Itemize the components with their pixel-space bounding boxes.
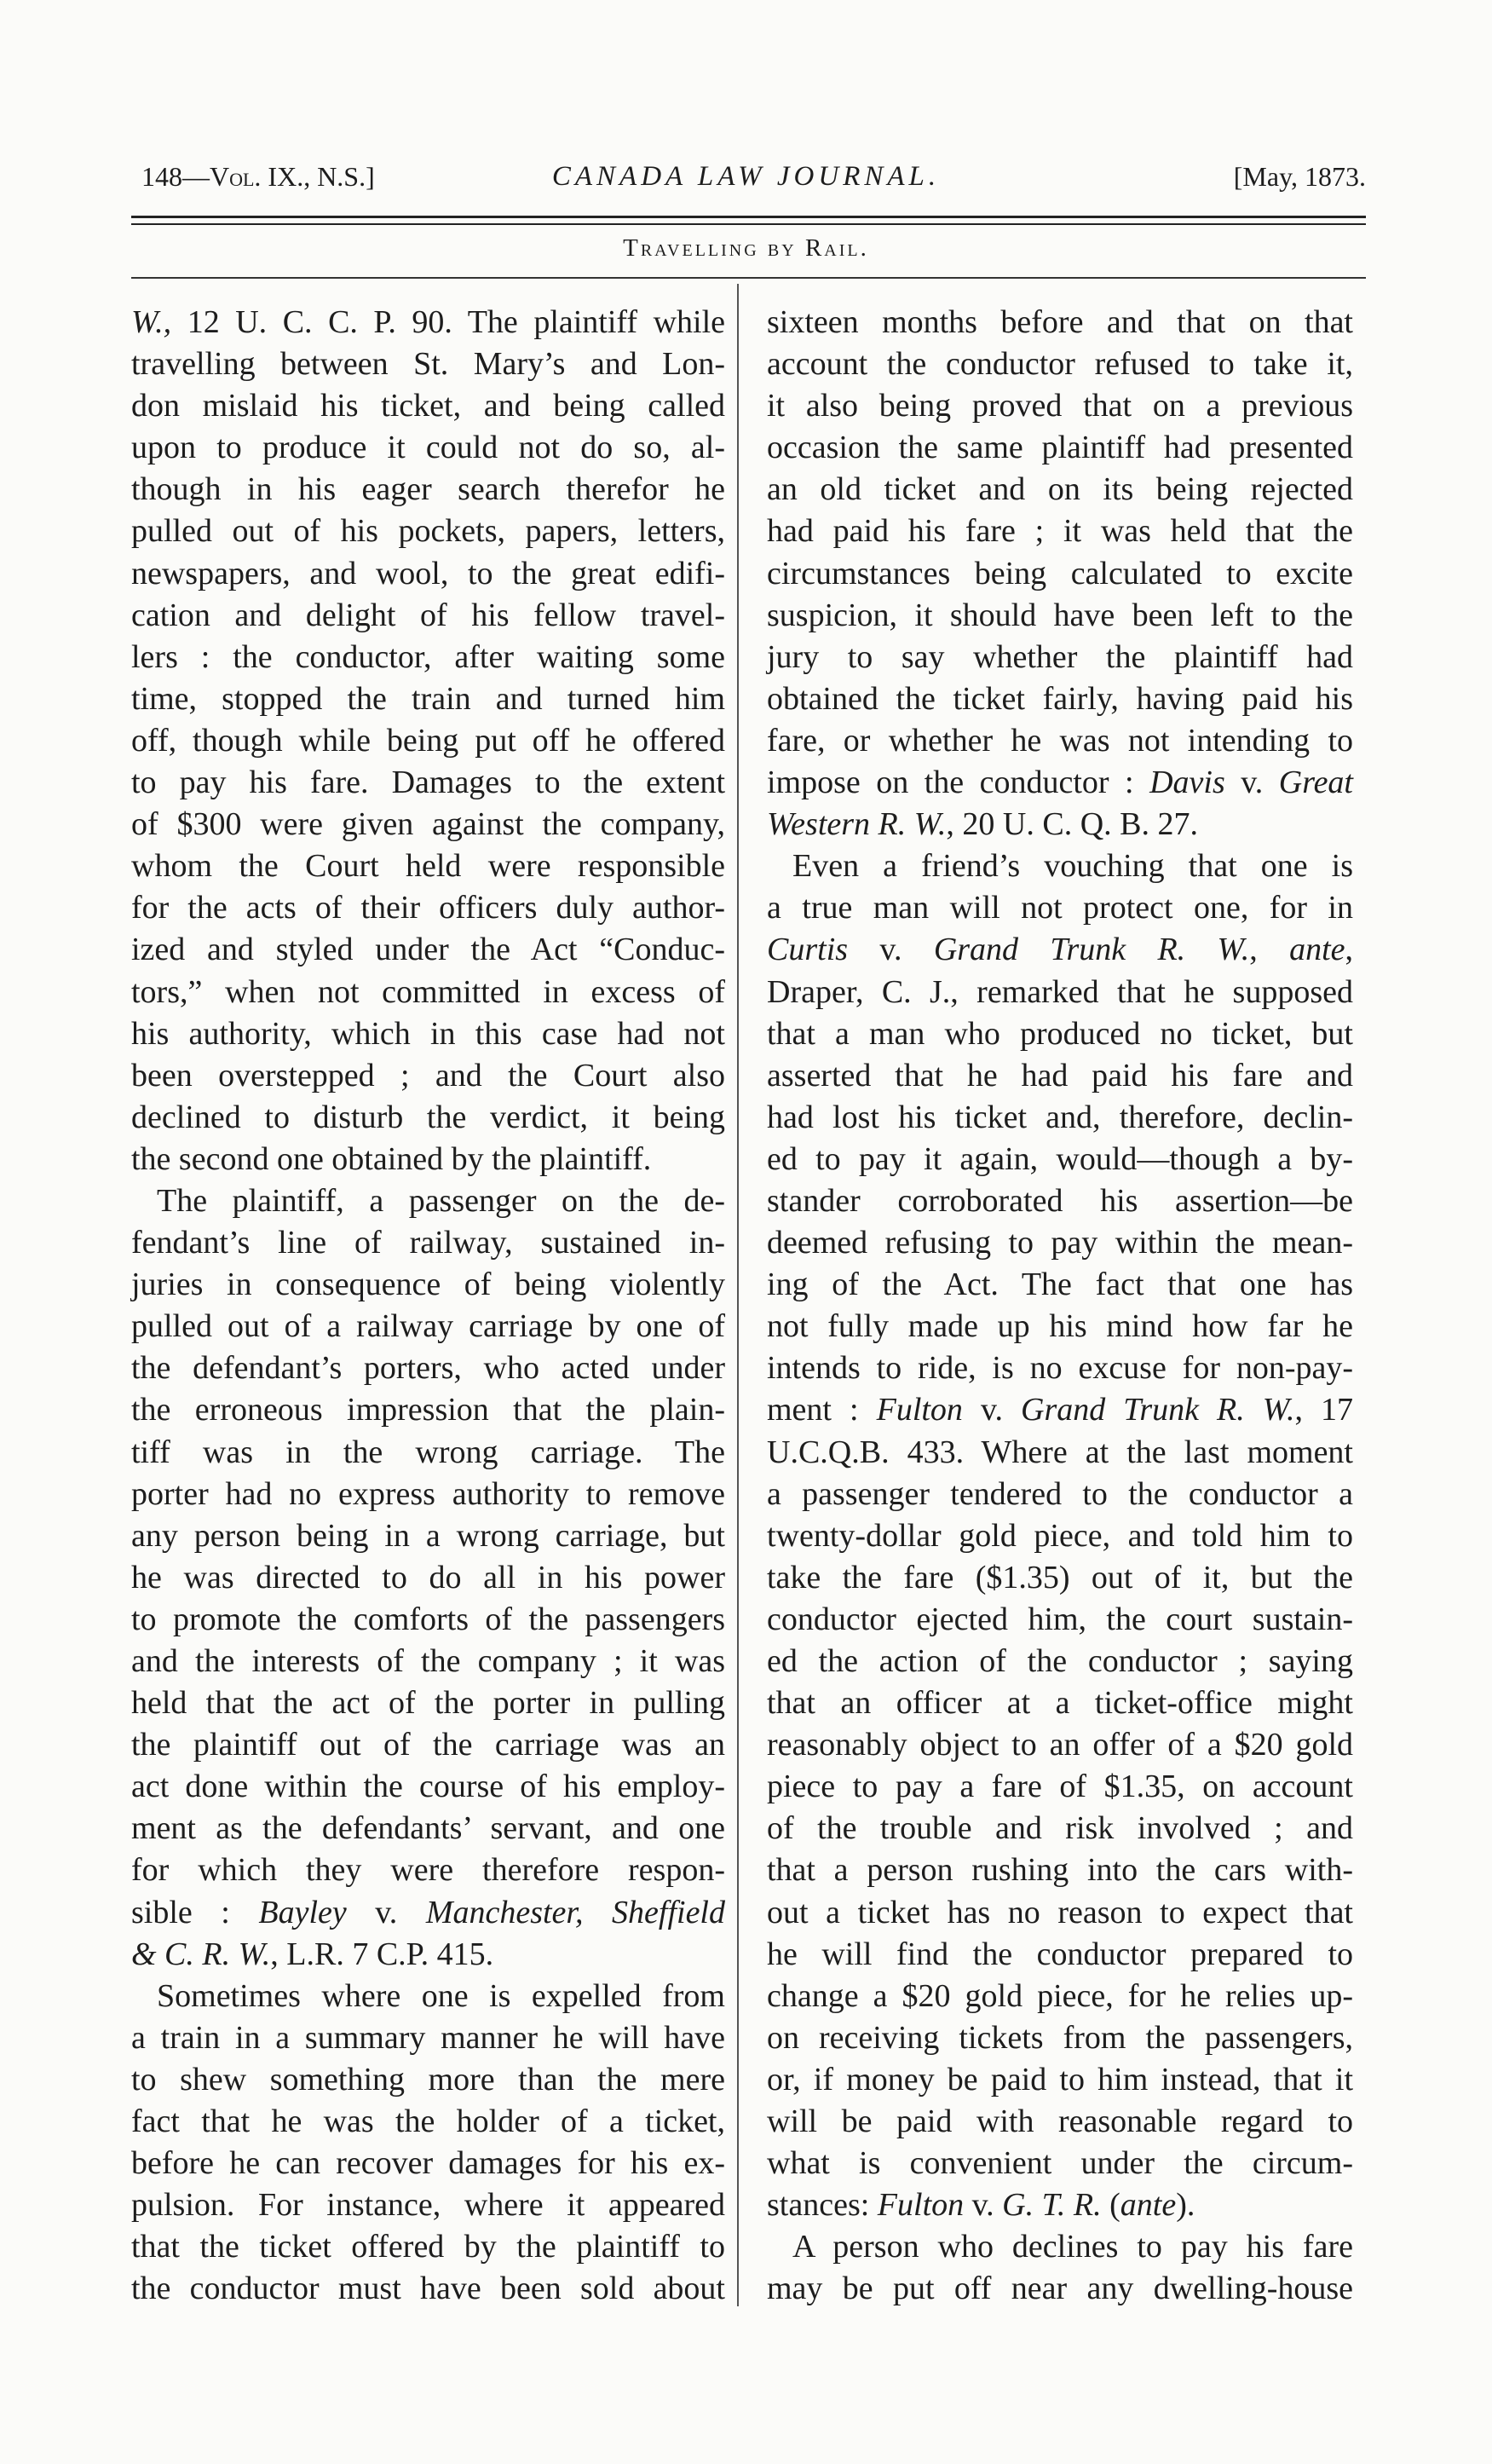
text-line: act done within the course of his employ- <box>131 1769 725 1805</box>
text-line: suspicion, it should have been left to the <box>767 597 1353 633</box>
text-line: porter had no express authority to remove <box>131 1475 725 1512</box>
text-run: ment : <box>767 1392 877 1428</box>
italic-citation: W., <box>131 304 172 340</box>
text-line: obtained the ticket fairly, having paid his <box>767 680 1353 717</box>
italic-citation: Grand Trunk R. W. <box>1021 1392 1295 1428</box>
text-line: pulled out of a railway carriage by one of <box>131 1308 725 1345</box>
text-line: juries in consequence of being violently <box>131 1267 725 1303</box>
text-run: sible : <box>131 1894 259 1930</box>
text-run: v. <box>962 1392 1022 1428</box>
italic-citation: ante <box>1289 932 1345 968</box>
text-line: ing of the Act. The fact that one has <box>767 1267 1353 1303</box>
text-line: sixteen months before and that on that <box>767 304 1353 340</box>
text-line <box>767 929 1353 971</box>
text-line: not fully made up his mind how far he <box>767 1308 1353 1345</box>
text-line: account the conductor refused to take it, <box>767 346 1353 383</box>
journal-title: CANADA LAW JOURNAL. <box>551 161 941 192</box>
text-line: ment as the defendants’ servant, and one <box>131 1810 725 1847</box>
text-line: the second one obtained by the plaintiff. <box>131 1140 652 1177</box>
text-line: that a man who produced no ticket, but <box>767 1015 1353 1052</box>
text-line: U.C.Q.B. 433. Where at the last moment <box>767 1434 1353 1470</box>
text-line: conductor ejected him, the court sustain- <box>767 1601 1353 1637</box>
text-line <box>767 762 1353 804</box>
italic-citation: G. T. R. <box>1002 2187 1102 2224</box>
text-line: stander corroborated his assertion—be <box>767 1182 1353 1219</box>
text-line: ized and styled under the Act “Conduc- <box>131 932 725 968</box>
text-line: an old ticket and on its being rejected <box>767 471 1353 508</box>
text-line: change a $20 gold piece, for he relies up- <box>767 1977 1353 2014</box>
text-line: fact that he was the holder of a ticket, <box>131 2103 725 2140</box>
text-line <box>131 302 725 343</box>
text-line: had paid his fare ; it was held that the <box>767 513 1353 550</box>
right-column <box>767 302 1353 2311</box>
text-line: he was directed to do all in his power <box>131 1559 725 1596</box>
text-run: ). <box>1176 2187 1195 2224</box>
text-run: , 20 U. C. Q. B. 27. <box>946 806 1198 843</box>
text-run: ( <box>1101 2187 1120 2224</box>
text-line: his authority, which in this case had not <box>131 1015 725 1052</box>
text-line: Sometimes where one is expelled from <box>157 1977 725 2014</box>
text-line: the plaintiff out of the carriage was an <box>131 1727 725 1763</box>
text-line: pulsion. For instance, where it appeared <box>131 2187 725 2224</box>
italic-citation: Curtis <box>767 932 849 968</box>
text-line: that a person rushing into the cars with- <box>767 1852 1353 1889</box>
text-line: circumstances being calculated to excite <box>767 555 1353 591</box>
text-line: off, though while being put off he offered <box>131 722 725 759</box>
text-line: or, if money be paid to him instead, that it <box>767 2061 1353 2098</box>
text-line: deemed refusing to pay within the mean- <box>767 1225 1353 1261</box>
italic-citation: Manchester, Sheffield <box>425 1894 725 1930</box>
text-line: may be put off near any dwelling-house <box>767 2271 1353 2307</box>
italic-citation: Grand Trunk R. W. <box>933 932 1250 968</box>
text-line: intends to ride, is no excuse for non-pay- <box>767 1350 1353 1387</box>
text-line: to pay his fare. Damages to the extent <box>131 765 725 801</box>
left-column <box>131 302 725 2311</box>
text-line: and the interests of the company ; it was <box>131 1643 725 1679</box>
italic-citation: Western R. W. <box>767 806 947 843</box>
text-line: the conductor must have been sold about <box>131 2271 725 2307</box>
text-line: held that the act of the porter in pulling <box>131 1685 725 1722</box>
text-line: to shew something more than the mere <box>131 2061 725 2098</box>
text-line: been overstepped ; and the Court also <box>131 1057 725 1094</box>
section-rule <box>131 277 1366 279</box>
paragraph <box>767 845 1353 2226</box>
page-reference: 148—Vol. IX., N.S.] <box>141 161 375 192</box>
text-run: impose on the conductor : <box>767 765 1150 801</box>
text-line: upon to produce it could not do so, al- <box>131 430 725 466</box>
text-line: pulled out of his pockets, papers, letters, <box>131 513 725 550</box>
text-line: whom the Court held were responsible <box>131 848 725 885</box>
text-line <box>767 2184 1353 2226</box>
text-run: v. <box>1224 765 1279 801</box>
text-line: that the ticket offered by the plaintiff to <box>131 2229 725 2265</box>
text-line: ed to pay it again, would—though a by- <box>767 1140 1353 1177</box>
text-run: 12 U. C. C. P. 90. The plaintiff while <box>171 304 725 340</box>
text-line: tiff was in the wrong carriage. The <box>131 1434 725 1470</box>
text-line: lers : the conductor, after waiting some <box>131 638 725 675</box>
text-run: v. <box>848 932 934 968</box>
text-line: piece to pay a fare of $1.35, on account <box>767 1769 1353 1805</box>
text-line: he will find the conductor prepared to <box>767 1936 1353 1972</box>
text-line: declined to disturb the verdict, it being <box>131 1099 725 1135</box>
italic-citation: Fulton <box>876 1392 963 1428</box>
column-divider <box>737 284 739 2306</box>
text-line: asserted that he had paid his fare and <box>767 1057 1353 1094</box>
text-run: v. <box>346 1894 426 1930</box>
paragraph <box>767 2226 1353 2310</box>
text-line <box>767 1389 1353 1431</box>
text-line: A person who declines to pay his fare <box>792 2229 1353 2265</box>
text-line: a passenger tendered to the conductor a <box>767 1475 1353 1512</box>
text-line: reasonably object to an offer of a $20 gold <box>767 1727 1353 1763</box>
text-run: stances: <box>767 2187 878 2224</box>
italic-citation: Great <box>1278 765 1353 801</box>
text-line <box>767 804 1353 845</box>
italic-citation: Bayley <box>258 1894 347 1930</box>
italic-citation: Davis <box>1149 765 1225 801</box>
text-line: a train in a summary manner he will have <box>131 2019 725 2056</box>
text-line: fare, or whether he was not intending to <box>767 722 1353 759</box>
text-line: Draper, C. J., remarked that he supposed <box>767 973 1353 1010</box>
text-line: any person being in a wrong carriage, but <box>131 1517 725 1554</box>
text-line: Even a friend’s vouching that one is <box>792 848 1353 885</box>
section-title: Travelling by Rail. <box>623 234 869 262</box>
paragraph <box>131 1180 725 1976</box>
italic-citation: Fulton <box>877 2187 965 2224</box>
text-line: of $300 were given against the company, <box>131 806 725 843</box>
paragraph <box>131 1976 725 2311</box>
text-line: twenty-dollar gold piece, and told him to <box>767 1517 1353 1554</box>
text-line: out a ticket has no reason to expect that <box>767 1894 1353 1930</box>
text-line: fendant’s line of railway, sustained in- <box>131 1225 725 1261</box>
text-run: , <box>1249 932 1290 968</box>
text-run: , L.R. 7 C.P. 415. <box>270 1936 494 1972</box>
text-line: the erroneous impression that the plain- <box>131 1392 725 1428</box>
text-line: though in his eager search therefor he <box>131 471 725 508</box>
text-run: , 17 <box>1294 1392 1353 1428</box>
text-line: take the fare ($1.35) out of it, but the <box>767 1559 1353 1596</box>
text-line: newspapers, and wool, to the great edifi- <box>131 555 725 591</box>
header-double-rule-top <box>131 216 1366 218</box>
text-line: a true man will not protect one, for in <box>767 890 1353 926</box>
text-run: v. <box>964 2187 1003 2224</box>
text-line: had lost his ticket and, therefore, declin- <box>767 1099 1353 1135</box>
text-line: for the acts of their officers duly author- <box>131 890 725 926</box>
text-line: before he can recover damages for his ex- <box>131 2145 725 2182</box>
paragraph <box>131 302 725 1180</box>
issue-date: [May, 1873. <box>1233 161 1366 192</box>
text-run: , <box>1345 932 1353 968</box>
text-line: cation and delight of his fellow travel- <box>131 597 725 633</box>
text-line: travelling between St. Mary’s and Lon- <box>131 346 725 383</box>
italic-citation: ante <box>1120 2187 1177 2224</box>
italic-citation: & C. R. W. <box>131 1936 271 1972</box>
text-line <box>131 1934 725 1976</box>
text-line: time, stopped the train and turned him <box>131 680 725 717</box>
text-line: ed the action of the conductor ; saying <box>767 1643 1353 1679</box>
text-line: of the trouble and risk involved ; and <box>767 1810 1353 1847</box>
text-line: for which they were therefore respon- <box>131 1852 725 1889</box>
text-line: jury to say whether the plaintiff had <box>767 638 1353 675</box>
header-double-rule-bottom <box>131 223 1366 225</box>
text-line: it also being proved that on a previous <box>767 388 1353 424</box>
text-line: will be paid with reasonable regard to <box>767 2103 1353 2140</box>
text-line: that an officer at a ticket-office might <box>767 1685 1353 1722</box>
paragraph <box>767 302 1353 845</box>
text-line: what is convenient under the circum- <box>767 2145 1353 2182</box>
text-line: tors,” when not committed in excess of <box>131 973 725 1010</box>
text-line: on receiving tickets from the passengers, <box>767 2019 1353 2056</box>
text-line: occasion the same plaintiff had presented <box>767 430 1353 466</box>
text-line <box>131 1892 725 1934</box>
text-line: The plaintiff, a passenger on the de- <box>157 1182 725 1219</box>
text-line: don mislaid his ticket, and being called <box>131 388 725 424</box>
text-line: to promote the comforts of the passengers <box>131 1601 725 1637</box>
text-line: the defendant’s porters, who acted under <box>131 1350 725 1387</box>
